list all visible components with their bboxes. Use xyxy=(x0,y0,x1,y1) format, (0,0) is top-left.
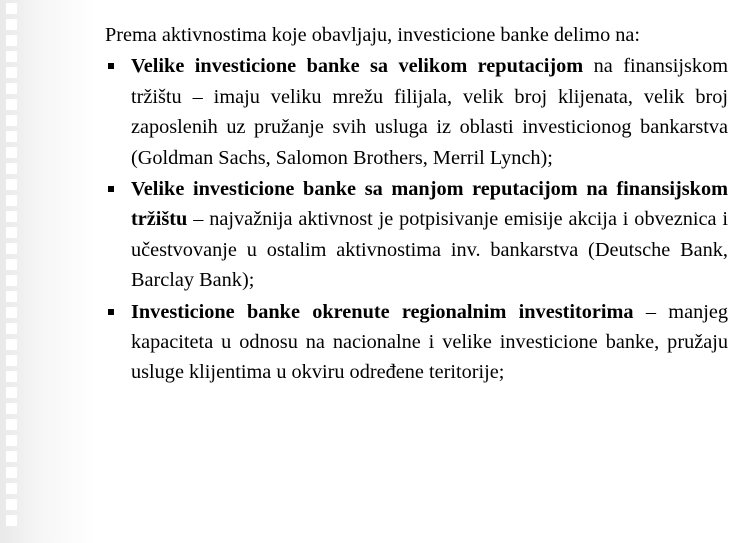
bullet-text: – manjeg kapaciteta u odnosu na nacionalne i velike investicione banke, pružaju usluge klijentima u okviru određene teritorije; xyxy=(131,300,728,384)
bullet-list xyxy=(105,51,728,387)
square-bullet-icon xyxy=(108,309,114,315)
bullet-text: – najvažnija aktivnost je potpisivanje emisije akcija i obveznica i učestvovanje u ostalim aktivnostima inv. bankarstva (Deutsche Bank, Barclay Bank); xyxy=(131,208,728,292)
intro-paragraph: Prema aktivnostima koje obavljaju, investicione banke delimo na: xyxy=(105,24,641,46)
slide-text-body xyxy=(105,20,728,388)
list-item xyxy=(105,51,728,173)
square-bullet-icon xyxy=(108,186,114,192)
bullet-heading: Investicione banke okrenute regionalnim investitorima xyxy=(131,300,634,323)
decorative-square-strip xyxy=(6,0,18,543)
bullet-heading: Velike investicione banke sa manjom reputacijom na finansijskom tržištu xyxy=(131,178,728,231)
list-item xyxy=(105,297,728,388)
square-bullet-icon xyxy=(108,63,114,69)
bullet-text: na finansijskom tržištu – imaju veliku mrežu filijala, velik broj klijenata, velik broj zaposlenih uz pružanje svih usluga iz oblasti investicionog bankarstva (Goldman Sachs, Salomon Brothers, Merril Lynch); xyxy=(131,55,728,169)
list-item xyxy=(105,174,728,296)
bullet-heading: Velike investicione banke sa velikom reputacijom xyxy=(131,55,584,78)
